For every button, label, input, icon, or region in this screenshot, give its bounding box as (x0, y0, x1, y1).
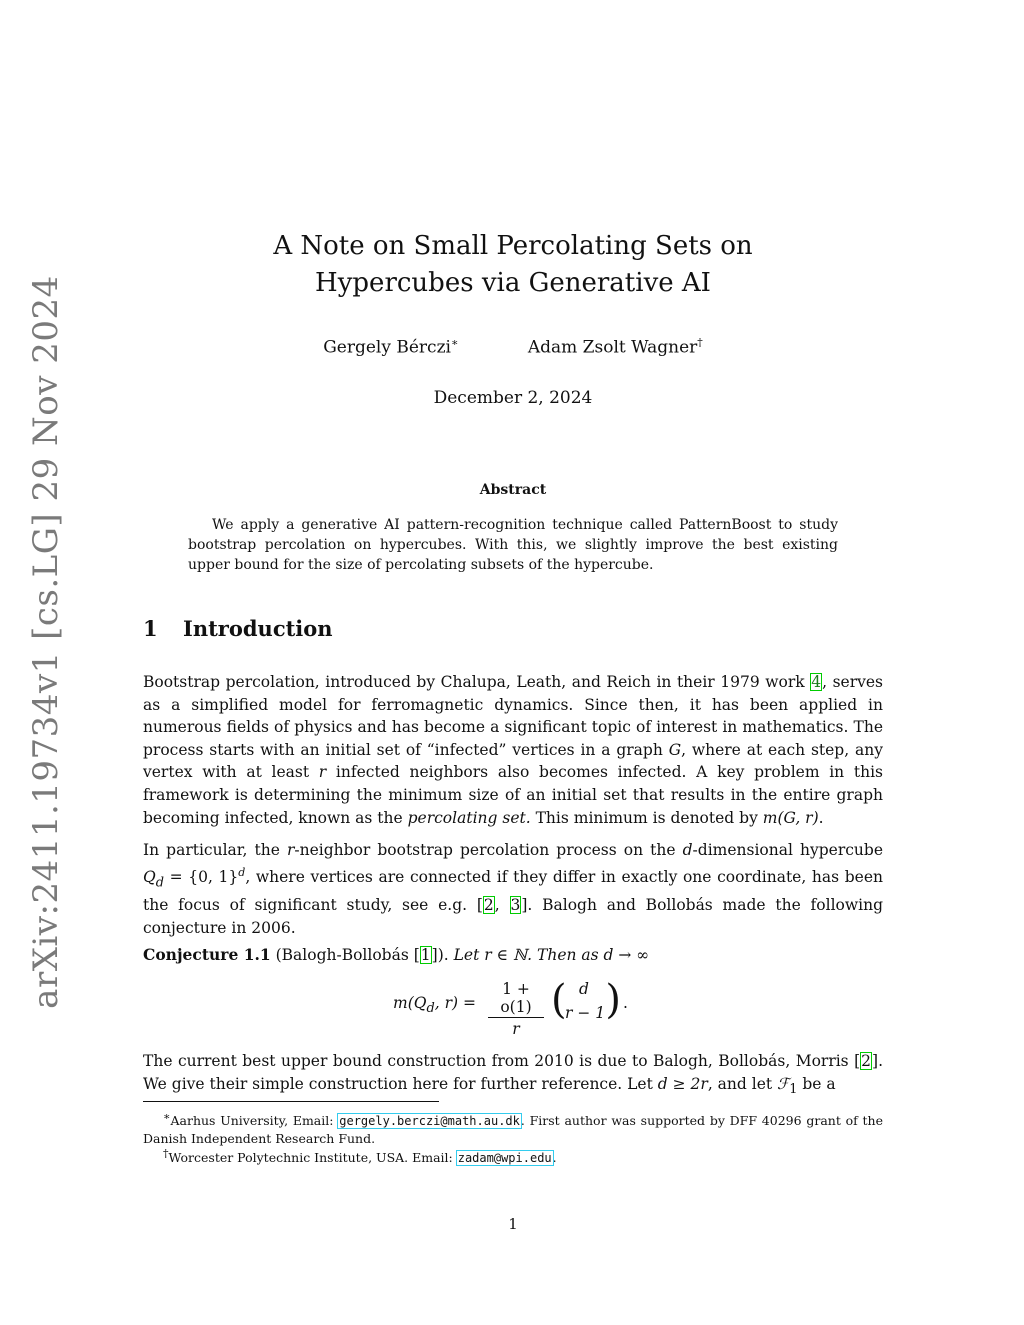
email-link[interactable]: zadam@wpi.edu (457, 1151, 552, 1166)
intro-paragraph-2: In particular, the r-neighbor bootstrap percolation process on the d-dimensional hypercube $Q_d = \{0$, 1}$^d$, where vertices are connected if they differ in exactly one coordinate, has been the focus of significant study, see e.g. [2, 3]. Balogh and Bollobás made the following conjecture in 2006. (143, 841, 884, 938)
conjecture-block: Conjecture 1.1 (Balogh-Bollobás [1]). Let r ∈ ℕ. Then as d → ∞ (143, 945, 650, 964)
abstract-body: We apply a generative AI pattern-recognition technique called PatternBoost to study bootstrap percolation on hypercubes. With this, we slightly improve the best existing upper bound for the size of percolating subsets of the hypercube. (188, 517, 838, 573)
binomial: ( d r − 1 ) (551, 977, 621, 1023)
paper-date: December 2, 2024 (433, 388, 593, 408)
footnote-1: ∗Aarhus University, Email: gergely.berczi@math.au.dk. First author was supported by DFF 40296 grant of the Danish Independent Research Fund. (143, 1110, 884, 1147)
author-1: Gergely Bérczi∗ (323, 336, 459, 358)
intro-paragraph-3: The current best upper bound construction from 2010 is due to Balogh, Bollobás, Morris [2]. We give their simple construction here for further reference. Let d ≥ 2r, and let ℱ$_1$ be a (143, 1052, 883, 1097)
arxiv-side-stamp: arXiv:2411.19734v1 [cs.LG] 29 Nov 2024 (26, 275, 66, 1009)
footnote-2: †Worcester Polytechnic Institute, USA. Email: zadam@wpi.edu. (163, 1147, 557, 1166)
conjecture-formula: $m(Q_d$, r) = $\frac{1 + o(1)}{r}$ ( d r − 1 ) . (393, 977, 628, 1038)
citation-link[interactable]: 2 (483, 896, 494, 915)
citation-link[interactable]: 4 (811, 673, 822, 691)
intro-paragraph-1: Bootstrap percolation, introduced by Chalupa, Leath, and Reich in their 1979 work 4, serves as a simplified model for ferromagnetic dynamics. Since then, it has been applied in numerous fields of physics and has become a significant topic of interest in mathematics. The process starts with an initial set of “infected” vertices in a graph G, where at each step, any vertex with at least r infected neighbors also becomes infected. A key problem in this framework is determining the minimum size of an initial set that results in the entire graph becoming infected, known as the percolating set. This minimum is denoted by m(G, r). (143, 673, 884, 827)
fraction: $\frac{1 + o(1)}{r}$ (488, 980, 544, 1038)
citation-link[interactable]: 2 (861, 1052, 872, 1070)
paper-title: A Note on Small Percolating Sets on Hypercubes via Generative AI (273, 231, 753, 298)
author-2: Adam Zsolt Wagner† (527, 336, 703, 358)
author-list (143, 336, 883, 358)
footnote-divider (143, 1101, 439, 1102)
email-link[interactable]: gergely.berczi@math.au.dk (339, 1114, 520, 1129)
citation-link[interactable]: 1 (420, 946, 431, 964)
page-number: 1 (508, 1215, 518, 1233)
citation-link[interactable]: 3 (510, 896, 521, 915)
section-heading: 1 Introduction (143, 616, 333, 641)
abstract-heading: Abstract (479, 482, 547, 498)
